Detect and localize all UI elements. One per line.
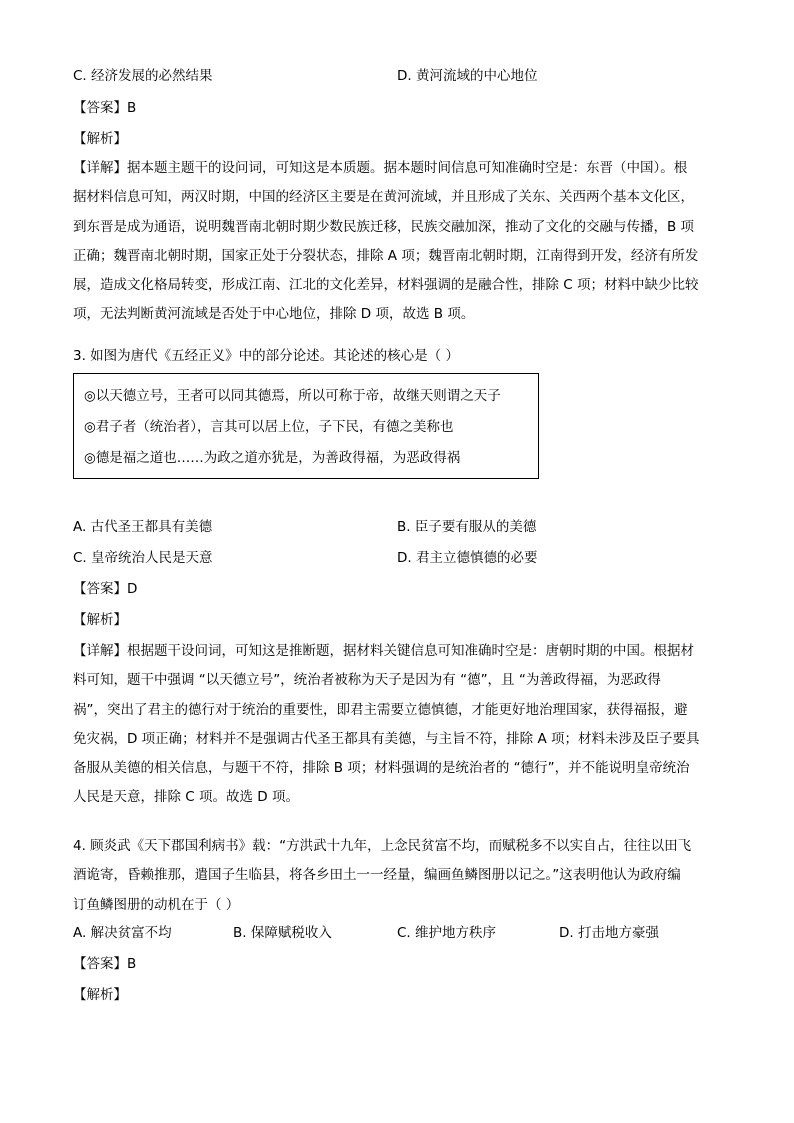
q3-material-box xyxy=(73,373,539,479)
q2-detail-line: 【详解】据本题主题干的设问词，可知这是本质题。据本题时间信息可知准确时空是：东晋（中国）。根 xyxy=(73,160,688,176)
q3-analysis-label: 【解析】 xyxy=(73,612,127,628)
q4-option-a: A. 解决贫富不均 xyxy=(73,925,172,941)
q2-detail xyxy=(73,154,723,330)
q4-stem-line: 4. 顾炎武《天下郡国利病书》载：“方洪武十九年，上念民贫富不均，而赋税多不以实自占，往往以田飞 xyxy=(73,838,692,854)
q3-detail-line: 料可知，题干中强调 “以天德立号”，统治者被称为天子是因为有 “德”，且 “为善政得福，为恶政得 xyxy=(73,672,661,689)
q3-detail-line: 人民是天意，排除 C 项。故选 D 项。 xyxy=(73,789,299,806)
q2-detail-line: 项，无法判断黄河流域是否处于中心地位，排除 D 项，故选 B 项。 xyxy=(73,306,475,323)
q3-answer: 【答案】D xyxy=(73,581,138,597)
q2-answer: 【答案】B xyxy=(73,100,137,116)
q3-detail xyxy=(73,637,723,813)
q2-option-c: C. 经济发展的必然结果 xyxy=(73,68,213,84)
q4-stem-line: 酒诡寄，昏赖推那，遣国子生临县，将各乡田土一一经量，编画鱼鳞图册以记之。”这表明他认为政府编 xyxy=(73,867,681,884)
q4-answer: 【答案】B xyxy=(73,956,137,972)
q4-stem-line: 订鱼鳞图册的动机在于（ ） xyxy=(73,896,240,913)
q4-option-d: D. 打击地方豪强 xyxy=(559,925,659,941)
q3-detail-line: 备服从美德的相关信息，与题干不符，排除 B 项；材料强调的是统治者的 “德行”，并不能说明皇帝统治 xyxy=(73,760,690,777)
q3-quote-line: ◎君子者（统治者），言其可以居上位，子下民，有德之美称也 xyxy=(84,419,454,435)
q3-detail-line: 免灾祸，D 项正确；材料并不是强调古代圣王都具有美德，与主旨不符，排除 A 项；材料未涉及臣子要具 xyxy=(73,730,700,747)
q3-stem: 3. 如图为唐代《五经正义》中的部分论述。其论述的核心是（ ） xyxy=(73,348,459,364)
q2-detail-line: 正确；魏晋南北朝时期，国家正处于分裂状态，排除 A 项；魏晋南北朝时期，江南得到开发，经济有所发 xyxy=(73,247,699,264)
q3-quote-line: ◎以天德立号，王者可以同其德焉，所以可称于帝，故继天则谓之天子 xyxy=(84,388,501,404)
q3-detail-line: 【详解】根据题干设问词，可知这是推断题，据材料关键信息可知准确时空是：唐朝时期的中国。根据材 xyxy=(73,643,694,659)
q3-option-a: A. 古代圣王都具有美德 xyxy=(73,519,213,535)
q2-detail-line: 展，造成文化格局转变，形成江南、江北的文化差异，材料强调的是融合性，排除 C 项；材料中缺少比较 xyxy=(73,277,699,294)
q3-option-b: B. 臣子要有服从的美德 xyxy=(397,519,537,535)
q4-stem xyxy=(73,832,723,920)
q3-detail-line: 祸”，突出了君主的德行对于统治的重要性，即君主需要立德慎德，才能更好地治理国家，获得福报，避 xyxy=(73,701,688,718)
q2-detail-line: 据材料信息可知，两汉时期，中国的经济区主要是在黄河流域，并且形成了关东、关西两个基本文化区， xyxy=(73,189,694,206)
q2-option-d: D. 黄河流域的中心地位 xyxy=(397,68,538,84)
q3-option-c: C. 皇帝统治人民是天意 xyxy=(73,550,213,566)
q4-option-b: B. 保障赋税收入 xyxy=(233,925,332,941)
q2-detail-line: 到东晋是成为通语，说明魏晋南北朝时期少数民族迁移，民族交融加深，推动了文化的交融与传播，B 项 xyxy=(73,218,695,235)
q4-analysis-label: 【解析】 xyxy=(73,987,127,1003)
q2-analysis-label: 【解析】 xyxy=(73,131,127,147)
q3-option-d: D. 君主立德慎德的必要 xyxy=(397,550,538,566)
q3-quote-line: ◎德是福之道也……为政之道亦犹是，为善政得福，为恶政得祸 xyxy=(84,450,461,466)
q4-option-c: C. 维护地方秩序 xyxy=(397,925,497,941)
